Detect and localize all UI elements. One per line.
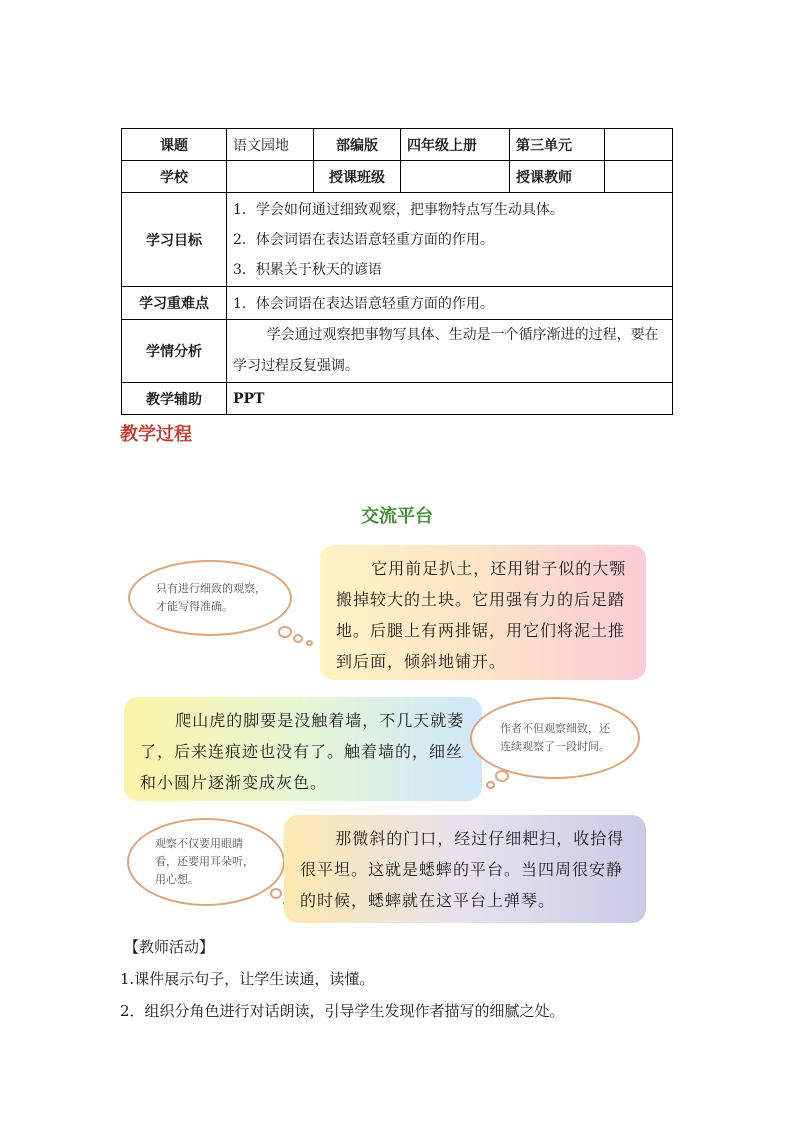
goal-item-3: 3．积累关于秋天的谚语 (233, 261, 382, 278)
teacher-value (605, 161, 673, 193)
table-row-aids (122, 383, 673, 415)
teacher-activity-item-2: 2．组织分角色进行对话朗读，引导学生发现作者描写的细腻之处。 (120, 1002, 565, 1020)
table-row-analysis (122, 320, 673, 383)
teacher-activity-label: 【教师活动】 (124, 938, 215, 956)
quote-card-3 (284, 815, 646, 923)
process-heading: 教学过程 (120, 424, 192, 445)
school-label: 学校 (122, 161, 227, 193)
goals-content (227, 193, 673, 287)
bubble-2-dot-large (495, 770, 509, 782)
table-row-key-points (122, 287, 673, 320)
table-row-school (122, 161, 673, 193)
thought-bubble-2-text: 作者不但观察细致，还连续观察了一段时间。 (500, 722, 610, 753)
bubble-1-dot-medium (293, 634, 303, 643)
quote-card-3-text: 那微斜的门口，经过仔细耙扫，收拾得很平坦。这就是蟋蟀的平台。当四周很安静的时候，蟋蟀就在这平台上弹琴。 (300, 829, 625, 910)
quote-card-2 (124, 697, 482, 801)
table-row-topic (122, 129, 673, 161)
class-label: 授课班级 (314, 161, 401, 193)
thought-bubble-1 (128, 560, 292, 636)
quote-card-1 (320, 545, 646, 680)
aids-value: PPT (227, 383, 673, 415)
grade-value: 四年级上册 (401, 129, 510, 161)
quote-card-1-text: 它用前足扒土，还用钳子似的大颚搬掉较大的土块。它用强有力的后足踏地。后腿上有两排锯，用它们将泥土推到后面，倾斜地铺开。 (336, 559, 627, 671)
goals-label: 学习目标 (122, 193, 227, 287)
class-value (401, 161, 510, 193)
topic-extra-cell (605, 129, 673, 161)
key-points-label: 学习重难点 (122, 287, 227, 320)
goal-item-2: 2．体会词语在表达语意轻重方面的作用。 (233, 231, 494, 248)
analysis-label: 学情分析 (122, 320, 227, 383)
topic-label: 课题 (122, 129, 227, 161)
platform-heading: 交流平台 (361, 506, 433, 527)
topic-value: 语文园地 (227, 129, 314, 161)
aids-label: 教学辅助 (122, 383, 227, 415)
bubble-1-dot-large (278, 626, 292, 638)
teacher-label: 授课教师 (510, 161, 605, 193)
goal-item-1: 1．学会如何通过细致观察，把事物特点写生动具体。 (233, 201, 564, 218)
lesson-info-table (121, 128, 673, 415)
school-value (227, 161, 314, 193)
thought-bubble-1-text: 只有进行细致的观察，才能写得准确。 (156, 582, 266, 613)
thought-bubble-3-text: 观察不仅要用眼睛看，还要用耳朵听，用心想。 (155, 837, 254, 886)
edition-label: 部编版 (314, 129, 401, 161)
bubble-2-dot-small (486, 781, 495, 789)
thought-bubble-2 (470, 697, 640, 779)
key-points-value: 1．体会词语在表达语意轻重方面的作用。 (227, 287, 673, 320)
unit-value: 第三单元 (510, 129, 605, 161)
table-row-goals (122, 193, 673, 287)
bubble-3-dot-large (270, 888, 282, 899)
analysis-value: 学会通过观察把事物写具体、生动是一个循序渐进的过程，要在学习过程反复强调。 (227, 320, 673, 383)
bubble-1-dot-small (306, 640, 313, 646)
teacher-activity-item-1: 1.课件展示句子，让学生读通，读懂。 (120, 970, 375, 988)
thought-bubble-3 (127, 818, 285, 906)
quote-card-2-text: 爬山虎的脚要是没触着墙，不几天就萎了，后来连痕迹也没有了。触着墙的，细丝和小圆片逐渐变成灰色。 (140, 711, 465, 792)
